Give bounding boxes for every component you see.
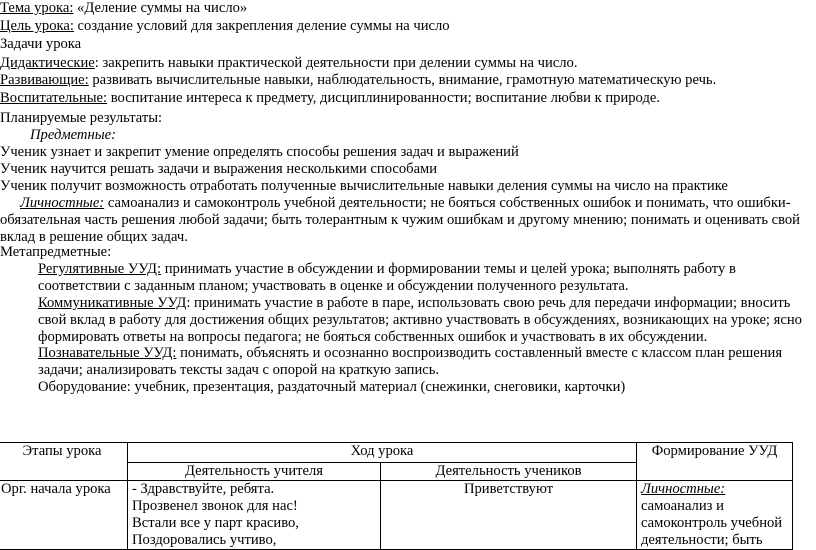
equipment-line: Оборудование: учебник, презентация, раздаточный материал (снежинки, снеговики, карточки): [38, 379, 626, 395]
educational-label: Воспитательные:: [0, 90, 108, 106]
developing-value: развивать вычислительные навыки, наблюдательность, внимание, грамотную математическую речь.: [88, 72, 717, 88]
subheader-teacher: Деятельность учителя: [128, 463, 381, 481]
teacher-line: Поздоровались учтиво,: [132, 532, 277, 548]
meta-heading: Метапредметные:: [0, 244, 112, 260]
didactic-value: : закрепить навыки практической деятельности при делении суммы на число.: [94, 55, 578, 71]
cognitive-line2: задачи; анализировать тексты задач с опорой на краткую запись.: [38, 362, 440, 378]
results-heading: Планируемые результаты:: [0, 110, 163, 126]
table-header-row: [0, 443, 793, 463]
teacher-line: - Здравствуйте, ребята.: [132, 481, 275, 497]
uud-line: самоанализ и: [641, 498, 724, 514]
personal-line1: самоанализ и самоконтроль учебной деятельности; не бояться собственных ошибок и понимать, что ошибки-: [104, 195, 791, 211]
cognitive-line1: понимать, объяснять и осознанно воспроизводить составленный вместе с классом план решения: [176, 345, 783, 361]
topic-label: Тема урока:: [0, 0, 74, 16]
subheader-students: Деятельность учеников: [381, 463, 637, 481]
communicative-label: Коммуникативные УУД: [38, 295, 187, 311]
regulative-label: Регулятивные УУД:: [38, 261, 162, 277]
didactic-label: Дидактические: [0, 55, 95, 71]
table-row: [0, 481, 793, 550]
header-course: Ход урока: [128, 443, 637, 463]
stage-cell: Орг. начала урока: [0, 481, 128, 550]
lesson-goal: [0, 18, 450, 36]
goal-value: создание условий для закрепления деление суммы на число: [73, 18, 450, 34]
cognitive-uud: [38, 345, 782, 363]
topic-value: «Деление суммы на число»: [73, 0, 248, 16]
regulative-line1: принимать участие в обсуждении и формировании темы и целей урока; выполнять работу в: [161, 261, 736, 277]
students-cell: Приветствуют: [381, 481, 637, 550]
teacher-cell: [128, 481, 381, 550]
lesson-course-table: [0, 442, 793, 550]
uud-label: Личностные:: [641, 481, 726, 497]
communicative-line2: свой вклад в работу для достижения общих результатов; активно участвовать в обсуждениях, возникающих на уроке; ясно: [38, 312, 802, 328]
goal-label: Цель урока:: [0, 18, 74, 34]
subject-result-line: Ученик узнает и закрепит умение определять способы решения задач и выражений: [0, 144, 519, 160]
header-stages: Этапы урока: [0, 443, 128, 481]
uud-cell: [637, 481, 793, 550]
uud-line: деятельности; быть: [641, 532, 763, 548]
personal-line2: обязательная часть решения любой задачи; быть толерантным к чужим ошибкам и другому мнению; понимать и оценивать свой: [0, 212, 800, 228]
tasks-heading: Задачи урока: [0, 36, 82, 52]
teacher-line: Прозвенел звонок для нас!: [132, 498, 298, 514]
subject-result-line: Ученик получит возможность отработать полученные вычислительные навыки деления суммы на число на практике: [0, 178, 728, 194]
personal-results: [20, 195, 791, 213]
teacher-line: Встали все у парт красиво,: [132, 515, 299, 531]
developing-task: [0, 72, 716, 90]
lesson-topic: [0, 0, 247, 18]
uud-line: самоконтроль учебной: [641, 515, 783, 531]
personal-line3: вклад в решение общих задач.: [0, 229, 188, 245]
communicative-line1: : принимать участие в работе в паре, использовать свою речь для передачи информации; вносить: [186, 295, 791, 311]
header-uud: Формирование УУД: [637, 443, 793, 481]
personal-label: Личностные:: [20, 195, 105, 211]
regulative-line2: соответствии с заданным планом; участвовать в оценке и обсуждении полученного результата.: [38, 278, 629, 294]
cognitive-label: Познавательные УУД:: [38, 345, 177, 361]
developing-label: Развивающие:: [0, 72, 89, 88]
didactic-task: [0, 55, 577, 73]
subject-result-line: Ученик научится решать задачи и выражения несколькими способами: [0, 161, 438, 177]
educational-value: воспитание интереса к предмету, дисциплинированности; воспитание любви к природе.: [107, 90, 660, 106]
communicative-uud: [38, 295, 790, 313]
educational-task: [0, 90, 660, 108]
communicative-line3: формировать ответы на вопросы педагога; не бояться собственных ошибок и участвовать в их обсуждении.: [38, 329, 708, 345]
regulative-uud: [38, 261, 736, 279]
subject-results-label: Предметные:: [30, 127, 116, 143]
